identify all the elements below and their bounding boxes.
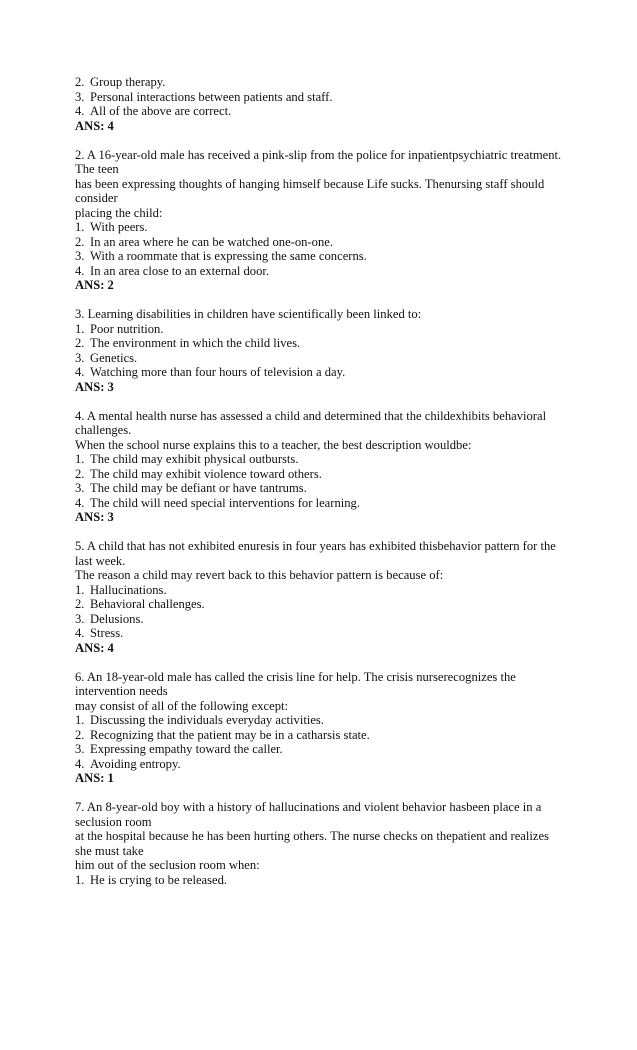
question-5 bbox=[75, 539, 565, 655]
option-text: With a roommate that is expressing the same concerns. bbox=[90, 249, 367, 263]
option bbox=[75, 90, 565, 105]
option-number: 3. bbox=[75, 249, 85, 263]
option-number: 3. bbox=[75, 481, 85, 495]
option bbox=[75, 496, 565, 511]
option-number: 3. bbox=[75, 611, 85, 626]
option-number: 2. bbox=[75, 75, 85, 89]
question-7 bbox=[75, 800, 565, 887]
option bbox=[75, 583, 565, 598]
option-text: Watching more than four hours of television a day. bbox=[90, 365, 346, 379]
question-stem: may consist of all of the following except: bbox=[75, 698, 288, 713]
option bbox=[75, 322, 565, 337]
option-text: Discussing the individuals everyday activities. bbox=[90, 713, 324, 727]
option bbox=[75, 249, 565, 264]
answer-key: ANS: 1 bbox=[75, 771, 114, 785]
option-text: The environment in which the child lives. bbox=[90, 336, 301, 350]
question-stem: 6. An 18-year-old male has called the crisis line for help. The crisis nurserecognizes the intervention needs bbox=[75, 669, 516, 698]
question-stem: at the hospital because he has been hurting others. The nurse checks on thepatient and realizes she must take bbox=[75, 829, 549, 858]
option bbox=[75, 626, 565, 641]
option bbox=[75, 104, 565, 119]
question-2 bbox=[75, 148, 565, 293]
option-number: 3. bbox=[75, 350, 85, 365]
option-text: Genetics. bbox=[90, 350, 138, 365]
option bbox=[75, 713, 565, 728]
option-number: 1. bbox=[75, 452, 85, 466]
option-number: 4. bbox=[75, 263, 85, 278]
option-text: The child may exhibit violence toward others. bbox=[90, 466, 322, 481]
option bbox=[75, 612, 565, 627]
option-text: He is crying to be released. bbox=[90, 872, 228, 887]
option bbox=[75, 351, 565, 366]
question-4 bbox=[75, 409, 565, 525]
answer-key: ANS: 4 bbox=[75, 118, 114, 133]
option bbox=[75, 220, 565, 235]
option-text: The child may be defiant or have tantrums. bbox=[90, 481, 307, 495]
option-text: Behavioral challenges. bbox=[90, 597, 205, 611]
question-stem: 4. A mental health nurse has assessed a child and determined that the childexhibits behavioral challenges. bbox=[75, 408, 547, 437]
option-text: In an area close to an external door. bbox=[90, 263, 270, 278]
option bbox=[75, 336, 565, 351]
question-stem: has been expressing thoughts of hanging himself because Life sucks. Thenursing staff should consider bbox=[75, 176, 545, 205]
question-3 bbox=[75, 307, 565, 394]
option bbox=[75, 467, 565, 482]
option bbox=[75, 75, 565, 90]
option bbox=[75, 728, 565, 743]
option-number: 3. bbox=[75, 89, 85, 104]
option-number: 4. bbox=[75, 495, 85, 510]
question-stem: placing the child: bbox=[75, 205, 163, 220]
option bbox=[75, 742, 565, 757]
answer-key: ANS: 2 bbox=[75, 278, 114, 292]
option bbox=[75, 757, 565, 772]
option bbox=[75, 235, 565, 250]
option-text: Recognizing that the patient may be in a catharsis state. bbox=[90, 727, 370, 742]
option-text: Poor nutrition. bbox=[90, 321, 164, 336]
option-number: 2. bbox=[75, 234, 85, 249]
option bbox=[75, 264, 565, 279]
option-text: The child will need special interventions for learning. bbox=[90, 495, 360, 510]
option-number: 4. bbox=[75, 104, 85, 118]
option bbox=[75, 481, 565, 496]
question-stem: 3. Learning disabilities in children have scientifically been linked to: bbox=[75, 307, 422, 321]
option bbox=[75, 597, 565, 612]
option bbox=[75, 365, 565, 380]
question-1-continuation bbox=[75, 75, 565, 133]
option-number: 1. bbox=[75, 713, 85, 727]
option-text: Hallucinations. bbox=[90, 582, 167, 597]
option-number: 2. bbox=[75, 727, 85, 742]
option-number: 1. bbox=[75, 582, 85, 597]
option-text: Avoiding entropy. bbox=[90, 756, 181, 771]
option-number: 2. bbox=[75, 336, 85, 350]
option-number: 1. bbox=[75, 321, 85, 336]
question-6 bbox=[75, 670, 565, 786]
document-page bbox=[75, 75, 565, 902]
question-stem: The reason a child may revert back to this behavior pattern is because of: bbox=[75, 568, 444, 582]
option-text: All of the above are correct. bbox=[90, 104, 232, 118]
question-stem: him out of the seclusion room when: bbox=[75, 858, 260, 872]
option bbox=[75, 873, 565, 888]
option-text: With peers. bbox=[90, 220, 148, 234]
question-list bbox=[75, 148, 565, 888]
option-number: 2. bbox=[75, 597, 85, 611]
answer-key: ANS: 4 bbox=[75, 640, 114, 655]
option-number: 2. bbox=[75, 466, 85, 481]
question-stem: 7. An 8-year-old boy with a history of hallucinations and violent behavior hasbeen place in a seclusion room bbox=[75, 800, 542, 829]
option-number: 4. bbox=[75, 365, 85, 379]
option-text: Personal interactions between patients and staff. bbox=[90, 89, 333, 104]
option-number: 3. bbox=[75, 742, 85, 756]
option-text: Stress. bbox=[90, 626, 124, 640]
question-stem: 2. A 16-year-old male has received a pink-slip from the police for inpatientpsychiatric treatment. The teen bbox=[75, 147, 562, 176]
option-text: The child may exhibit physical outbursts. bbox=[90, 452, 299, 466]
option-text: Expressing empathy toward the caller. bbox=[90, 742, 283, 756]
option-number: 4. bbox=[75, 756, 85, 771]
option bbox=[75, 452, 565, 467]
question-stem: 5. A child that has not exhibited enuresis in four years has exhibited thisbehavior pattern for the last week. bbox=[75, 539, 556, 568]
option-number: 1. bbox=[75, 872, 85, 887]
option-text: Group therapy. bbox=[90, 75, 166, 89]
option-number: 1. bbox=[75, 220, 85, 234]
option-text: In an area where he can be watched one-on-one. bbox=[90, 234, 333, 249]
question-stem: When the school nurse explains this to a teacher, the best description wouldbe: bbox=[75, 437, 472, 452]
answer-key: ANS: 3 bbox=[75, 510, 114, 524]
option-number: 4. bbox=[75, 626, 85, 640]
answer-key: ANS: 3 bbox=[75, 379, 114, 394]
option-text: Delusions. bbox=[90, 611, 144, 626]
